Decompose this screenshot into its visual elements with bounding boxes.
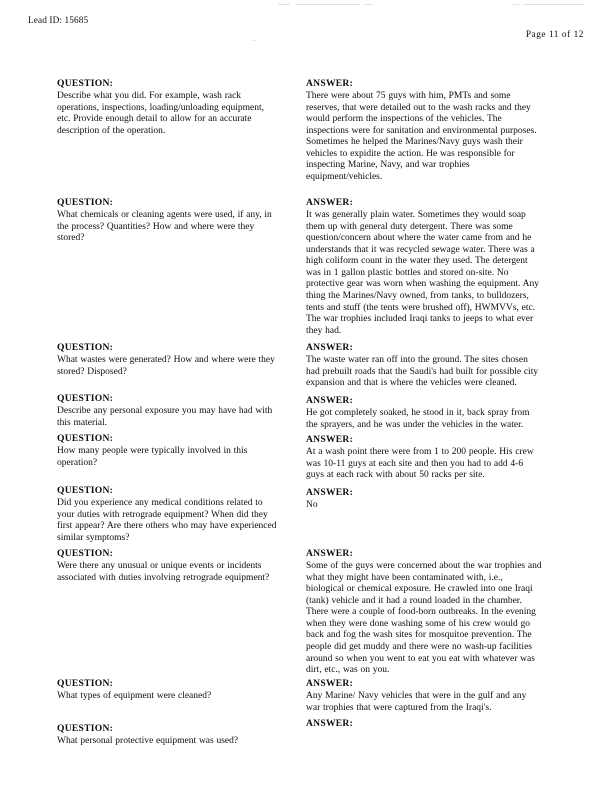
question-block	[57, 342, 280, 378]
question-label: QUESTION:	[57, 723, 114, 734]
question-text: Were there any unusual or unique events or incidents associated with duties involving retrograde equipment?	[57, 560, 270, 583]
answer-label: ANSWER:	[306, 434, 354, 445]
page-number: Page 11 of 12	[525, 30, 584, 40]
question-block	[57, 197, 280, 245]
question-label: QUESTION:	[57, 485, 114, 496]
answer-text: Some of the guys were concerned about the war trophies and what they might have been contaminated with, i.e., biological or chemical exposure. He crawled into one Iraqi (tank) vehicle and it had a round loaded in the chamber. There were a couple of food-born outbreaks. In the evening when they were done washing some of his crew would go back and fog the wash sites for mosquitoe prevention. The people did get muddy and there were no wash-up facilities around so when you went to eat you eat with whatever was dirt, etc., was on you.	[306, 560, 542, 676]
answer-label: ANSWER:	[306, 487, 354, 498]
answer-text: No	[306, 499, 318, 510]
interview-body	[0, 70, 612, 785]
question-text: What wastes were generated? How and where were they stored? Disposed?	[57, 354, 275, 377]
question-label: QUESTION:	[57, 433, 114, 444]
answer-block	[306, 548, 542, 677]
answer-label: ANSWER:	[306, 548, 354, 559]
question-label: QUESTION:	[57, 678, 114, 689]
scan-artifact	[278, 4, 290, 5]
answer-label: ANSWER:	[306, 678, 354, 689]
question-block	[57, 678, 280, 703]
question-block	[57, 548, 280, 584]
answer-block	[306, 487, 542, 512]
question-text: What personal protective equipment was used?	[57, 735, 239, 746]
question-block	[57, 723, 280, 748]
scan-artifact	[365, 4, 373, 5]
scan-artifact	[512, 4, 519, 5]
question-label: QUESTION:	[57, 548, 114, 559]
question-text: Did you experience any medical conditions related to your duties with retrograde equipment? When did they first appear? Are there others who may have experienced similar symptoms?	[57, 497, 277, 543]
scan-artifact	[296, 4, 360, 5]
answer-label: ANSWER:	[306, 395, 354, 406]
lead-id: Lead ID: 15685	[28, 16, 89, 26]
answer-text: It was generally plain water. Sometimes they would soap them up with general duty detergent. There was some question/concern about where the water came from and he understands that it was recycled sewage water. There was a high coliform count in the water they used. The detergent was in 1 gallon plastic bottles and stored on-site. No protective gear was worn when washing the equipment. Any thing the Marines/Navy owned, from tanks, to bulldozers, tents and stuff (the tents were brushed off), HWMVVs, etc. The war trophies included Iraqi tanks to jeeps to what ever they had.	[306, 209, 539, 336]
answer-block	[306, 718, 542, 731]
answer-label: ANSWER:	[306, 197, 354, 208]
answer-block	[306, 395, 542, 431]
answer-label: ANSWER:	[306, 342, 354, 353]
question-text: How many people were typically involved in this operation?	[57, 445, 248, 468]
scan-artifact	[523, 4, 585, 5]
answer-text: At a wash point there were from 1 to 200 people. His crew was 10-11 guys at each site and then you had to add 4-6 guys at each rack with about 50 racks per site.	[306, 446, 534, 481]
question-text: What types of equipment were cleaned?	[57, 690, 212, 701]
answer-block	[306, 678, 542, 714]
answer-text: There were about 75 guys with him, PMTs and some reserves, that were detailed out to the wash racks and they would perform the inspections of the vehicles. The inspections were for sanitation and environmental purposes. Sometimes he helped the Marines/Navy guys wash their vehicles to expidite the action. He was responsible for inspecting Marine, Navy, and war trophies equipment/vehicles.	[306, 90, 537, 183]
question-text: What chemicals or cleaning agents were used, if any, in the process? Quantities? How and where were they stored?	[57, 209, 272, 244]
answer-block	[306, 197, 542, 337]
question-block	[57, 433, 280, 469]
question-block	[57, 485, 280, 544]
question-block	[57, 393, 280, 429]
question-label: QUESTION:	[57, 78, 114, 89]
question-block	[57, 78, 280, 137]
answer-text: Any Marine/ Navy vehicles that were in the gulf and any war trophies that were captured from the Iraqi's.	[306, 690, 527, 713]
answer-block	[306, 342, 542, 390]
answer-text: He got completely soaked, he stood in it, back spray from the sprayers, and he was under the vehicles in the water.	[306, 407, 530, 430]
answer-text: The waste water ran off into the ground. The sites chosen had prebuilt roads that the Saudi's had built for possible city expansion and that is where the vehicles were cleaned.	[306, 354, 539, 389]
question-label: QUESTION:	[57, 342, 114, 353]
answer-label: ANSWER:	[306, 718, 354, 729]
question-text: Describe what you did. For example, wash rack operations, inspections, loading/unloading equipment, etc. Provide enough detail to allow for an accurate description of the operation.	[57, 90, 264, 136]
answer-block	[306, 78, 542, 184]
answer-block	[306, 434, 542, 482]
question-label: QUESTION:	[57, 393, 114, 404]
answer-label: ANSWER:	[306, 78, 354, 89]
question-label: QUESTION:	[57, 197, 114, 208]
page-header	[28, 16, 584, 46]
question-text: Describe any personal exposure you may have had with this material.	[57, 405, 273, 428]
